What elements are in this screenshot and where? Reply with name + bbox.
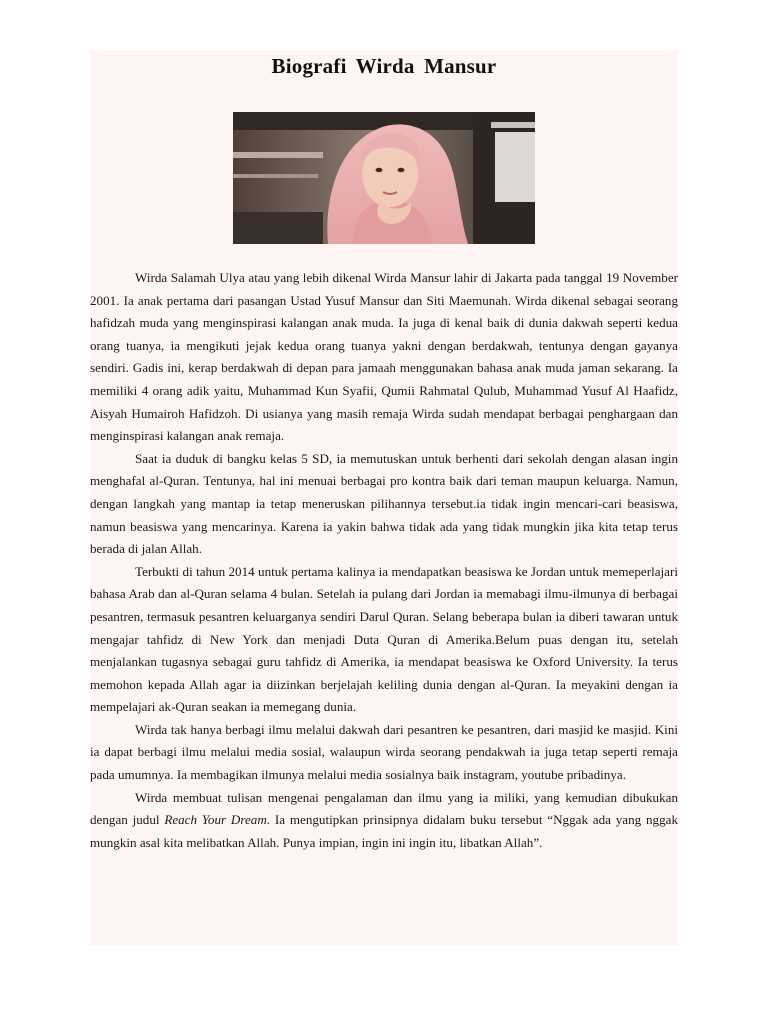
paragraph: Wirda Salamah Ulya atau yang lebih dikenal Wirda Mansur lahir di Jakarta pada tanggal 19 November 2001. Ia anak pertama dari pasangan Ustad Yusuf Mansur dan Siti Maemunah. Wirda dikenal sebagai seorang hafidzah muda yang menginspirasi kalangan anak muda. Ia juga di kenal baik di dunia dakwah seperti kedua orang tuanya, ia mengikuti jejak kedua orang tuanya yakni dengan berdakwah, tentunya dengan gayanya sendiri. Gadis ini, kerap berdakwah di depan para jamaah menggunakan bahasa anak muda jaman sekarang. Ia memiliki 4 orang adik yaitu, Muhammad Kun Syafii, Qumii Rahmatal Qulub, Muhammad Yusuf Al Haafidz, Aisyah Humairoh Hafidzoh. Di usianya yang masih remaja Wirda sudah mendapat berbagai penghargaan dan menginspirasi kalangan anak remaja. [90, 270, 678, 444]
paragraph: Terbukti di tahun 2014 untuk pertama kalinya ia mendapatkan beasiswa ke Jordan untuk memeperlajari bahasa Arab dan al-Quran selama 4 bulan. Setelah ia pulang dari Jordan ia memabagi ilmu-ilmunya di berbagai pesantren, termasuk pesantren keluarganya sendiri Darul Quran. Selang beberapa bulan ia diberi tawaran untuk mengajar tahfidz di New York dan menjadi Duta Quran di Amerika.Belum puas dengan itu, setelah menjalankan tugasnya sebagai guru tahfidz di Amerika, ia mendapat beasiswa ke Oxford University. Ia terus memohon kepada Allah agar ia diizinkan berjelajah keliling dunia dengan al-Quran. Ia meyakini dengan ia mempelajari ak-Quran seakan ia memegang dunia. [90, 563, 678, 715]
paragraph-text: Wirda membuat tulisan mengenai pengalaman dan ilmu yang ia miliki, yang kemudian dibukukan dengan judul [90, 789, 678, 828]
biography-text [90, 267, 678, 854]
document-page [90, 50, 678, 945]
paragraph-last [90, 787, 678, 855]
portrait-photo [233, 112, 535, 244]
paragraph: Saat ia duduk di bangku kelas 5 SD, ia memutuskan untuk berhenti dari sekolah dengan alasan ingin menghafal al-Quran. Tentunya, hal ini menuai berbagai pro kontra baik dari teman maupun keluarga. Namun, dengan langkah yang mantap ia tetap meneruskan pilihannya tersebut.ia tidak ingin mencari-cari beasiswa, namun beasiswa yang mencarinya. Karena ia yakin bahwa tidak ada yang tidak mungkin jika kita tetap terus berada di jalan Allah. [90, 450, 678, 557]
paragraph: Wirda tak hanya berbagi ilmu melalui dakwah dari pesantren ke pesantren, dari masjid ke masjid. Kini ia dapat berbagi ilmu melalui media sosial, walaupun wirda seorang pendakwah ia juga tetap seperti remaja pada umumnya. Ia membagikan ilmunya melalui media sosialnya baik instagram, youtube pribadinya. [90, 721, 678, 783]
book-title: Reach Your Dream [164, 812, 267, 828]
paragraph-text: . Ia mengutipkan prinsipnya didalam buku tersebut “Nggak ada yang nggak mungkin asal kita melibatkan Allah. Punya impian, ingin ini ingin itu, libatkan Allah”. [90, 812, 678, 850]
document-title: Biografi Wirda Mansur [271, 54, 497, 78]
